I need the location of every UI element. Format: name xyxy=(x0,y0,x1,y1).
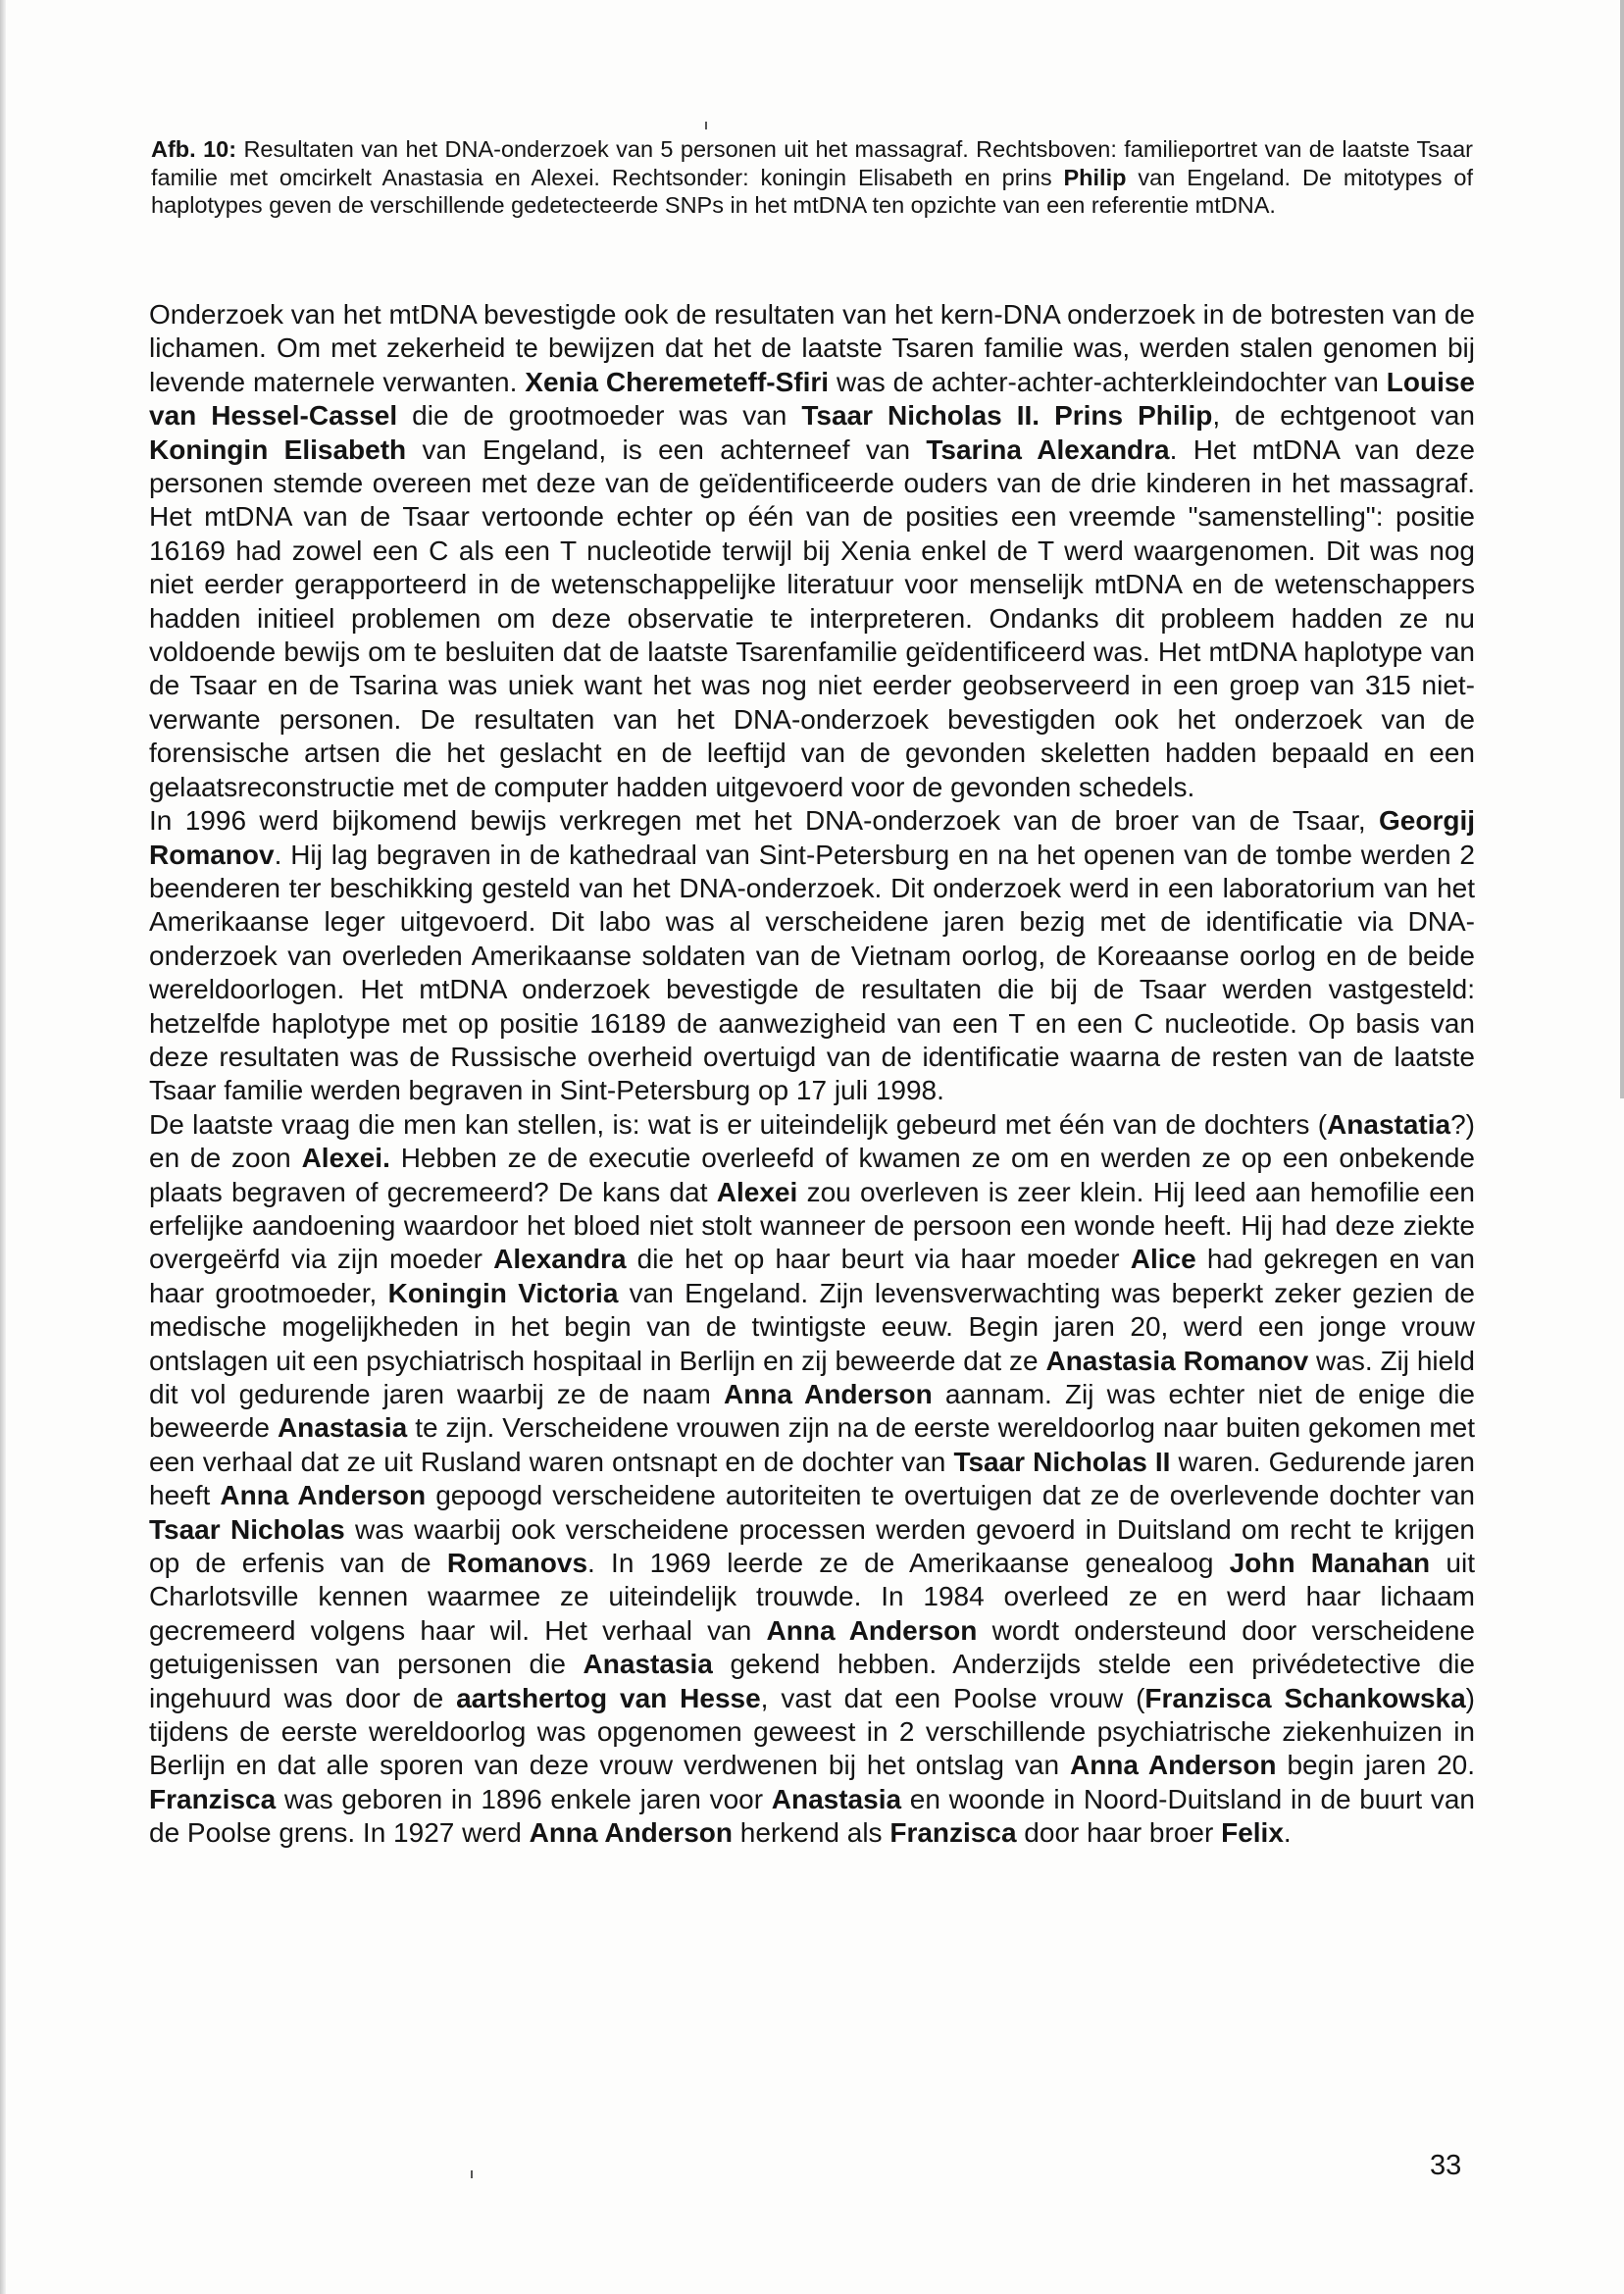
bold-name: Koningin Victoria xyxy=(387,1277,619,1308)
bold-name: Tsaar Nicholas xyxy=(149,1513,345,1545)
text-run: . Het mtDNA van deze personen stemde overeen met deze van de geïdentificeerde ouders van de drie kinderen in het massagraf. Het mtDNA van de Tsaar vertoonde echter op één van de posities een vreemde "samenstelling": positie 16169 had zowel een C als een T nucleotide terwijl bij Xenia enkel de T werd waargenomen. Dit was nog niet eerder gerapporteerd in de wetenschappelijke literatuur voor menselijk mtDNA en de wetenschappers hadden initieel problemen om deze observatie te interpreteren. Ondanks dit probleem hadden ze nu voldoende bewijs om te besluiten dat de laatste Tsarenfamilie geïdentificeerd was. Het mtDNA haplotype van de Tsaar en de Tsarina was uniek want het was nog niet eerder geobserveerd in een groep van 315 niet-verwante personen. De resultaten van het DNA-onderzoek bevestigden ook het onderzoek van de forensische artsen die het geslacht en de leeftijd van de gevonden skeletten hadden bepaald en een gelaatsreconstructie met de computer hadden uitgevoerd voor de gevonden schedels. xyxy=(149,433,1476,802)
bold-name: aartshertog van Hesse xyxy=(456,1682,761,1713)
text-run: van Engeland. Zijn levensverwachting was beperkt zeker gezien de medische mogelijkheden in het begin van de twintigste eeuw. Begin jaren 20, werd een jonge vrouw ontslagen uit een psychiatrisch hospitaal in Berlijn en zij beweerde dat ze xyxy=(149,1277,1475,1376)
text-run: De laatste vraag die men kan stellen, is: wat is er uiteindelijk gebeurd met één van de dochters ( xyxy=(149,1108,1328,1140)
bold-name: Anastasia xyxy=(771,1783,902,1814)
bold-name: Anna Anderson xyxy=(1069,1750,1277,1781)
bold-name: Tsaar Nicholas II xyxy=(953,1446,1171,1477)
bold-name: Alexei xyxy=(716,1176,798,1207)
text-run: te zijn. Verscheidene vrouwen zijn na de eerste wereldoorlog naar buiten gekomen met een verhaal dat ze uit Rusland waren ontsnapt en de dochter van xyxy=(149,1412,1475,1477)
figure-caption xyxy=(151,135,1473,220)
bold-name: Georgij Romanov xyxy=(149,805,1475,870)
bold-name: Koningin Elisabeth xyxy=(149,433,407,465)
paragraph-2 xyxy=(149,804,1475,1108)
text-run: door haar broer xyxy=(1016,1817,1222,1849)
text-run: had gekregen en van haar grootmoeder, xyxy=(149,1244,1475,1308)
bold-name: Anna Anderson xyxy=(529,1817,734,1849)
bold-name: Anna Anderson xyxy=(220,1480,427,1511)
text-run: van Engeland, is een achterneef van xyxy=(406,433,927,465)
text-run: en woonde in Noord-Duitsland in de buurt van de Poolse grens. In 1927 werd xyxy=(149,1783,1475,1849)
bold-name: Anastasia xyxy=(583,1649,713,1680)
bold-name: Xenia Cheremeteff-Sfiri xyxy=(525,366,830,397)
caption-label: Afb. 10: xyxy=(151,136,237,162)
text-run: , vast dat een Poolse vrouw ( xyxy=(760,1682,1145,1713)
bold-name: Louise van Hessel-Cassel xyxy=(149,366,1475,432)
bold-name: Alice xyxy=(1130,1244,1196,1275)
text-run: gekend hebben. Anderzijds stelde een privédetective die ingehuurd was door de xyxy=(149,1649,1475,1713)
text-run: . xyxy=(1283,1817,1292,1849)
bold-name: Franzisca xyxy=(889,1817,1017,1849)
bold-name: Felix xyxy=(1221,1817,1284,1849)
text-run: die de grootmoeder was van xyxy=(397,400,802,432)
text-run: begin jaren 20. xyxy=(1276,1750,1475,1781)
page-number: 33 xyxy=(1430,2150,1462,2181)
text-run: was waarbij ook verscheidene processen werden gevoerd in Duitsland om recht te krijgen op de erfenis van de xyxy=(149,1513,1476,1579)
text-run: die het op haar beurt via haar moeder xyxy=(626,1244,1131,1275)
bold-name: Tsaar Nicholas II. Prins Philip xyxy=(801,400,1213,432)
caption-text: van Engeland. De mitotypes of haplotypes geven de verschillende gedetecteerde SNPs in het mtDNA ten opzichte van een referentie mtDNA. xyxy=(151,164,1473,218)
paragraph-3 xyxy=(149,1108,1475,1851)
text-run: Onderzoek van het mtDNA bevestigde ook de resultaten van het kern-DNA onderzoek in de botresten van de lichamen. Om met zekerheid te bewijzen dat het de laatste Tsaren familie was, werden stalen genomen bij levende maternele verwanten. xyxy=(149,299,1475,397)
bold-name: Franzisca Schankowska xyxy=(1144,1682,1466,1713)
text-run: herkend als xyxy=(733,1817,890,1849)
bold-name: Anna Anderson xyxy=(723,1379,933,1409)
text-run: , de echtgenoot van xyxy=(1212,400,1475,432)
text-run: ?) en de zoon xyxy=(149,1108,1475,1174)
text-run: Hebben ze de executie overleefd of kwamen ze om en werden ze op een onbekende plaats begraven of gecremeerd? De kans dat xyxy=(149,1143,1476,1207)
scan-speck xyxy=(705,122,707,129)
paragraph-1 xyxy=(149,298,1475,804)
bold-name: Romanovs xyxy=(446,1548,588,1579)
text-run: gepoogd verscheidene autoriteiten te overtuigen dat ze de overlevende dochter van xyxy=(426,1480,1475,1511)
scan-speck xyxy=(471,2170,473,2178)
text-run: . In 1969 leerde ze de Amerikaanse genealoog xyxy=(587,1548,1230,1579)
text-run: In 1996 werd bijkomend bewijs verkregen met het DNA-onderzoek van de broer van de Tsaar, xyxy=(149,805,1379,837)
bold-name: Anastasia xyxy=(277,1412,408,1444)
text-run: was. Zij hield dit vol gedurende jaren waarbij ze de naam xyxy=(149,1345,1476,1409)
text-run: zou overleven is zeer klein. Hij leed aan hemofilie een erfelijke aandoening waardoor het bloed niet stolt wanneer de persoon een wonde heeft. Hij had deze ziekte overgeërfd via zijn moeder xyxy=(149,1176,1475,1275)
bold-name: Anastatia xyxy=(1327,1108,1451,1140)
scan-edge-left xyxy=(0,0,6,2294)
bold-name: Franzisca xyxy=(149,1783,277,1814)
bold-name: John Manahan xyxy=(1229,1548,1431,1579)
bold-name: Alexandra xyxy=(493,1244,627,1275)
text-run: wordt ondersteund door verscheidene getuigenissen van personen die xyxy=(149,1614,1476,1680)
text-run: aannam. Zij was echter niet de enige die beweerde xyxy=(149,1379,1475,1444)
caption-text: Resultaten van het DNA-onderzoek van 5 personen uit het massagraf. Rechtsboven: familieportret van de laatste Tsaar familie met omcirkelt Anastasia en Alexei. Rechtsonder: koningin Elisabeth en prins xyxy=(151,136,1473,190)
caption-bold: Philip xyxy=(1063,164,1127,190)
text-run: uit Charlotsville kennen waarmee ze uiteindelijk trouwde. In 1984 overleed ze en werd haar lichaam gecremeerd volgens haar wil. Het verhaal van xyxy=(149,1548,1475,1646)
text-run: was de achter-achter-achterkleindochter van xyxy=(829,366,1387,397)
text-run: was geboren in 1896 enkele jaren voor xyxy=(276,1783,772,1814)
scan-edge-right xyxy=(1620,0,1624,1098)
body-text xyxy=(149,298,1475,1851)
bold-name: Alexei. xyxy=(301,1143,390,1174)
text-run: ) tijdens de eerste wereldoorlog was opgenomen geweest in 2 verschillende psychiatrische ziekenhuizen in Berlijn en dat alle sporen van deze vrouw verdwenen bij het ontslag van xyxy=(149,1682,1475,1781)
bold-name: Anastasia Romanov xyxy=(1045,1345,1309,1376)
bold-name: Anna Anderson xyxy=(766,1614,978,1646)
bold-name: Tsarina Alexandra xyxy=(926,433,1170,465)
text-run: . Hij lag begraven in de kathedraal van Sint-Petersburg en na het openen van de tombe werden 2 beenderen ter beschikking gesteld van het DNA-onderzoek. Dit onderzoek werd in een laboratorium van het Amerikaanse leger uitgevoerd. Dit labo was al verscheidene jaren bezig met de identificatie via DNA-onderzoek van overleden Amerikaanse soldaten van de Vietnam oorlog, de Koreaanse oorlog en de beide wereldoorlogen. Het mtDNA onderzoek bevestigde de resultaten die bij de Tsaar werden vastgesteld: hetzelfde haplotype met op positie 16189 de aanwezigheid van een T en een C nucleotide. Op basis van deze resultaten was de Russische overheid overtuigd van de identificatie waarna de resten van de laatste Tsaar familie werden begraven in Sint-Petersburg op 17 juli 1998. xyxy=(149,839,1475,1106)
text-run: waren. Gedurende jaren heeft xyxy=(149,1446,1475,1511)
